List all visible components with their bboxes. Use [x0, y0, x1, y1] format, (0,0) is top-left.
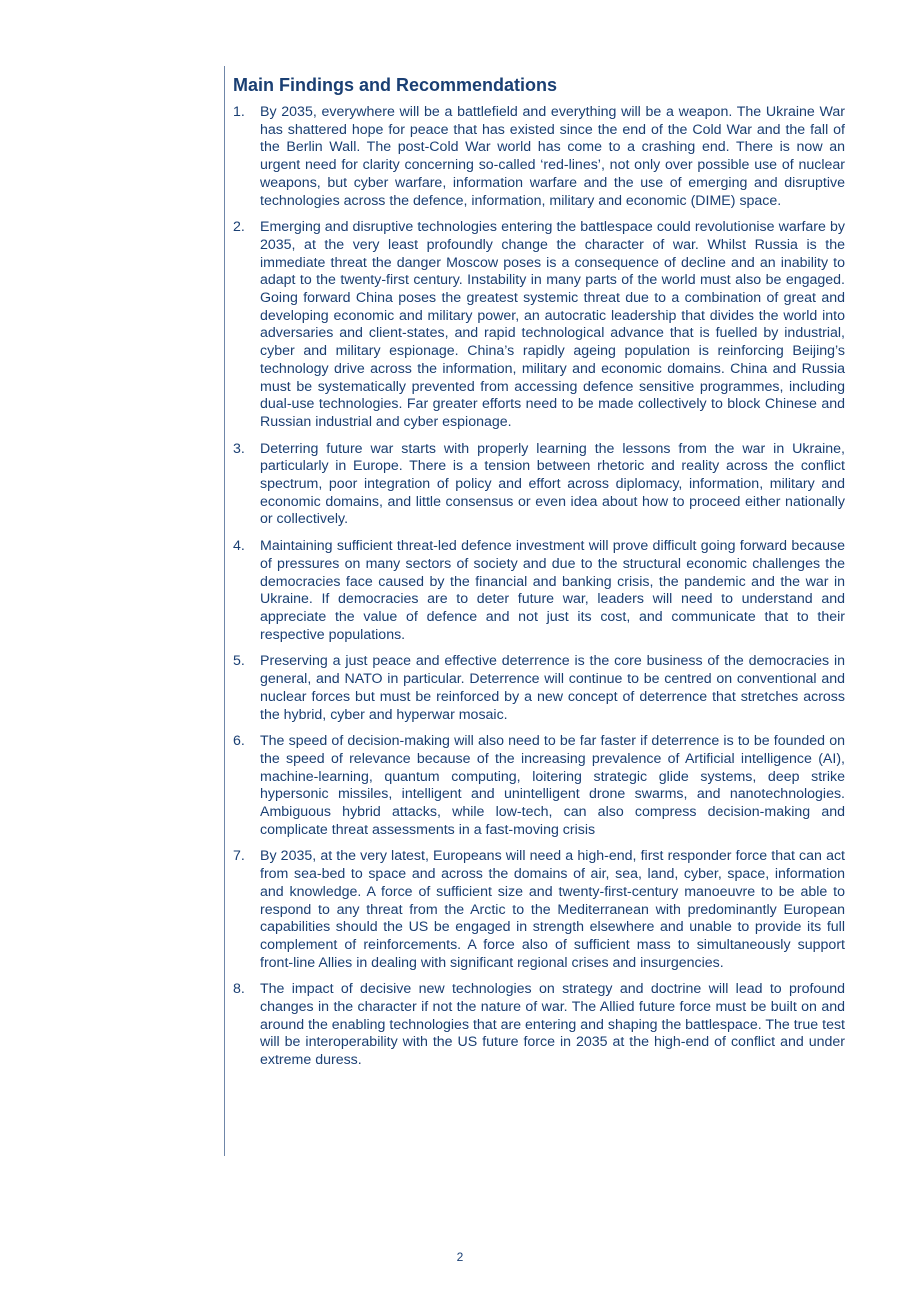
finding-text: Deterring future war starts with properly learning the lessons from the war in Ukraine, particularly in Europe. There is a tension between rhetoric and reality across the conflict spectrum, poor integration of policy and effort across diplomacy, information, military and economic domains, and little consensus or even idea about how to proceed either nationally or collectively.	[260, 440, 845, 528]
finding-text: Preserving a just peace and effective deterrence is the core business of the democracies in general, and NATO in particular. Deterrence will continue to be centred on conventional and nuclear forces but must be reinforced by a new concept of deterrence that stretches across the hybrid, cyber and hyperwar mosaic.	[260, 653, 845, 723]
finding-number: 2.	[233, 219, 245, 236]
finding-item	[233, 219, 845, 431]
finding-item	[233, 104, 845, 210]
finding-item	[233, 733, 845, 839]
finding-number: 4.	[233, 538, 245, 555]
finding-item	[233, 848, 845, 972]
finding-text: The impact of decisive new technologies on strategy and doctrine will lead to profound changes in the character if not the nature of war. The Allied future force must be built on and around the enabling technologies that are entering and shaping the battlespace. The true test will be interoperability with the US future force in 2035 at the high-end of conflict and under extreme duress.	[260, 981, 845, 1069]
finding-text: By 2035, everywhere will be a battlefield and everything will be a weapon. The Ukraine War has shattered hope for peace that has existed since the end of the Cold War and the fall of the Berlin Wall. The post-Cold War world has come to a crashing end. There is now an urgent need for clarity concerning so-called ‘red-lines’, not only over possible use of nuclear weapons, but cyber warfare, information warfare and the use of emerging and disruptive technologies across the defence, information, military and economic (DIME) space.	[260, 104, 845, 209]
finding-item	[233, 981, 845, 1070]
finding-text: By 2035, at the very latest, Europeans will need a high-end, first responder force that can act from sea-bed to space and across the domains of air, sea, land, cyber, space, information and knowledge. A force of sufficient size and twenty-first-century manoeuvre to be able to respond to any threat from the Arctic to the Mediterranean with predominantly European capabilities should the US be engaged in strength elsewhere and unable to provide its full complement of reinforcements. A force also of sufficient mass to simultaneously support front-line Allies in dealing with significant regional crises and insurgencies.	[260, 848, 845, 971]
findings-list	[233, 104, 845, 1070]
main-content	[233, 72, 845, 1079]
margin-rule	[224, 66, 225, 1156]
finding-item	[233, 653, 845, 724]
page-number: 2	[456, 1250, 464, 1264]
finding-number: 1.	[233, 104, 245, 120]
finding-number: 3.	[233, 440, 245, 457]
finding-text: Emerging and disruptive technologies entering the battlespace could revolutionise warfare by 2035, at the very least profoundly change the character of war. Whilst Russia is the immediate threat the danger Moscow poses is a consequence of decline and an inability to adapt to the twenty-first century. Instability in many parts of the world must also be engaged. Going forward China poses the greatest systemic threat due to a combination of great and developing economic and military power, an autocratic leadership that divides the world into adversaries and client-states, and rapid technological advance that is fuelled by industrial, cyber and military espionage. China’s rapidly ageing population is reinforcing Beijing’s technology drive across the information, military and economic domains. China and Russia must be systematically prevented from accessing defence sensitive programmes, including dual-use technologies. Far greater efforts need to be made collectively to block Chinese and Russian industrial and cyber espionage.	[260, 219, 845, 430]
finding-number: 7.	[233, 848, 245, 865]
finding-number: 8.	[233, 981, 245, 998]
finding-number: 6.	[233, 733, 245, 750]
finding-number: 5.	[233, 653, 245, 670]
section-heading: Main Findings and Recommendations	[233, 75, 558, 95]
finding-item	[233, 441, 845, 530]
finding-text: The speed of decision-making will also need to be far faster if deterrence is to be founded on the speed of relevance because of the increasing prevalence of Artificial intelligence (AI), machine-learning, quantum computing, loitering strategic glide systems, deep strike hypersonic missiles, intelligent and unintelligent drone swarms, and nanotechnologies. Ambiguous hybrid attacks, while low-tech, can also compress decision-making and complicate threat assessments in a fast-moving crisis	[260, 733, 845, 838]
finding-item	[233, 538, 845, 644]
finding-text: Maintaining sufficient threat-led defence investment will prove difficult going forward because of pressures on many sectors of society and due to the structural economic challenges the democracies face caused by the financial and banking crisis, the pandemic and the war in Ukraine. If democracies are to deter future war, leaders will need to understand and appreciate the value of defence and not just its cost, and communicate that to their respective populations.	[260, 538, 845, 643]
